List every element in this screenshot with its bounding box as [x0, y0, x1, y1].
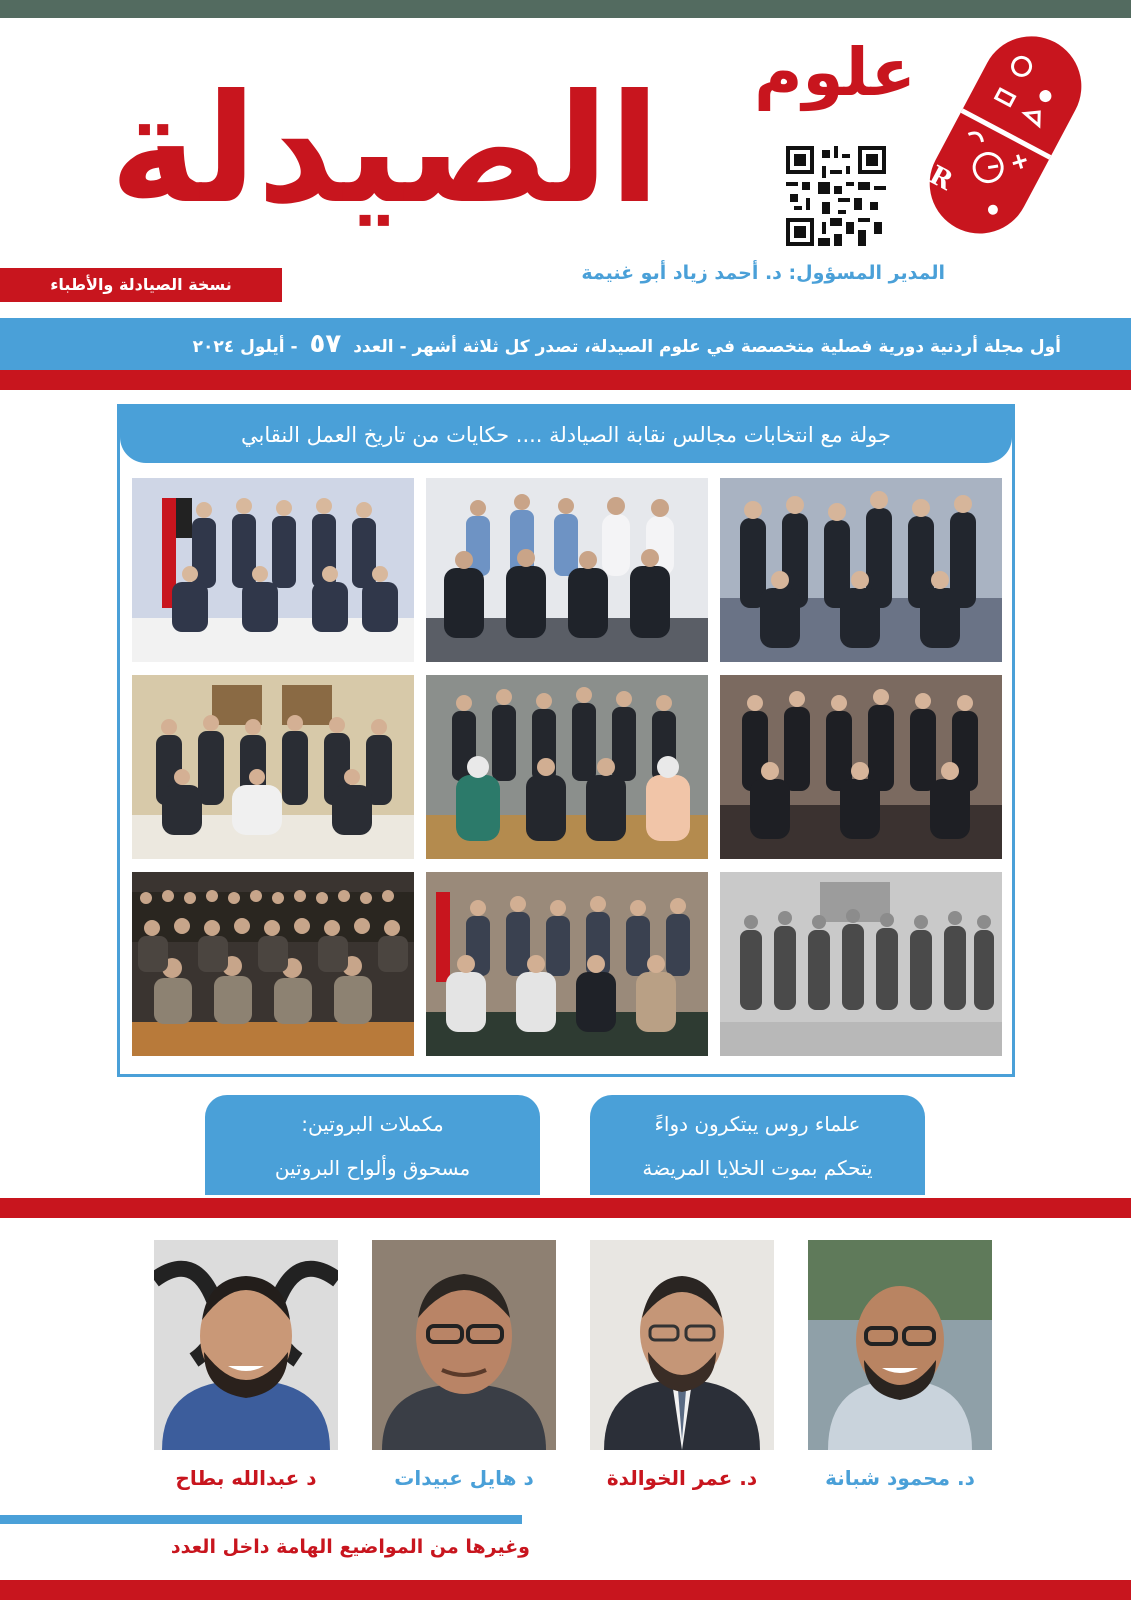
audience-photo[interactable]	[132, 872, 414, 1056]
teaser-article-left[interactable]	[205, 1095, 540, 1195]
issue-label: العدد	[353, 337, 394, 357]
svg-text:R: R	[924, 160, 958, 197]
author-name: د هايل عبيدات	[394, 1466, 534, 1490]
issue-number: ٥٧	[309, 329, 342, 359]
author-portrait[interactable]	[372, 1240, 556, 1450]
editor-in-charge-line: المدير المسؤول: د. أحمد زياد أبو غنيمة	[581, 262, 945, 284]
top-strip	[0, 0, 1131, 18]
teaser-line: مكملات البروتين:	[301, 1112, 444, 1136]
issue-info-bar	[0, 318, 1131, 370]
author-name: د. محمود شبانة	[825, 1466, 975, 1490]
author-portrait[interactable]	[590, 1240, 774, 1450]
author-name: د. عمر الخوالدة	[606, 1466, 758, 1490]
group-photo[interactable]	[426, 478, 708, 662]
author-portrait[interactable]	[808, 1240, 992, 1450]
magazine-description: أول مجلة أردنية دورية فصلية متخصصة في علوم الصيدلة، تصدر كل ثلاثة أشهر -	[399, 337, 1061, 357]
group-photo[interactable]	[426, 872, 708, 1056]
issue-date: - أيلول ٢٠٢٤	[192, 337, 298, 357]
group-photo[interactable]	[132, 478, 414, 662]
group-photo[interactable]	[720, 675, 1002, 859]
magazine-title-top: علوم	[754, 34, 916, 111]
feature-panel[interactable]	[117, 404, 1015, 1077]
pill-logo-icon	[918, 22, 1093, 247]
author-name: د عبدالله بطاح	[175, 1466, 317, 1490]
teaser-article-right[interactable]	[590, 1095, 925, 1195]
magazine-title-main: الصيدلة	[109, 63, 661, 237]
feature-title[interactable]: جولة مع انتخابات مجالس نقابة الصيادلة .... حكايات من تاريخ العمل النقابي	[120, 407, 1012, 463]
footer-accent-line	[0, 1515, 522, 1524]
divider-bar	[0, 1198, 1131, 1218]
footer-note: وغيرها من المواضيع الهامة داخل العدد	[170, 1536, 530, 1558]
teaser-line: علماء روس يبتكرون دواءً	[654, 1112, 861, 1136]
group-photo[interactable]	[720, 872, 1002, 1056]
qr-code-icon[interactable]	[786, 146, 886, 246]
teaser-line: مسحوق وألواح البروتين	[274, 1156, 471, 1180]
edition-tag: نسخة الصيادلة والأطباء	[0, 268, 282, 302]
author-portrait[interactable]	[154, 1240, 338, 1450]
group-photo[interactable]	[132, 675, 414, 859]
teaser-line: يتحكم بموت الخلايا المريضة	[642, 1156, 873, 1180]
group-photo[interactable]	[720, 478, 1002, 662]
divider-bar	[0, 370, 1131, 390]
group-photo[interactable]	[426, 675, 708, 859]
bottom-bar	[0, 1580, 1131, 1600]
